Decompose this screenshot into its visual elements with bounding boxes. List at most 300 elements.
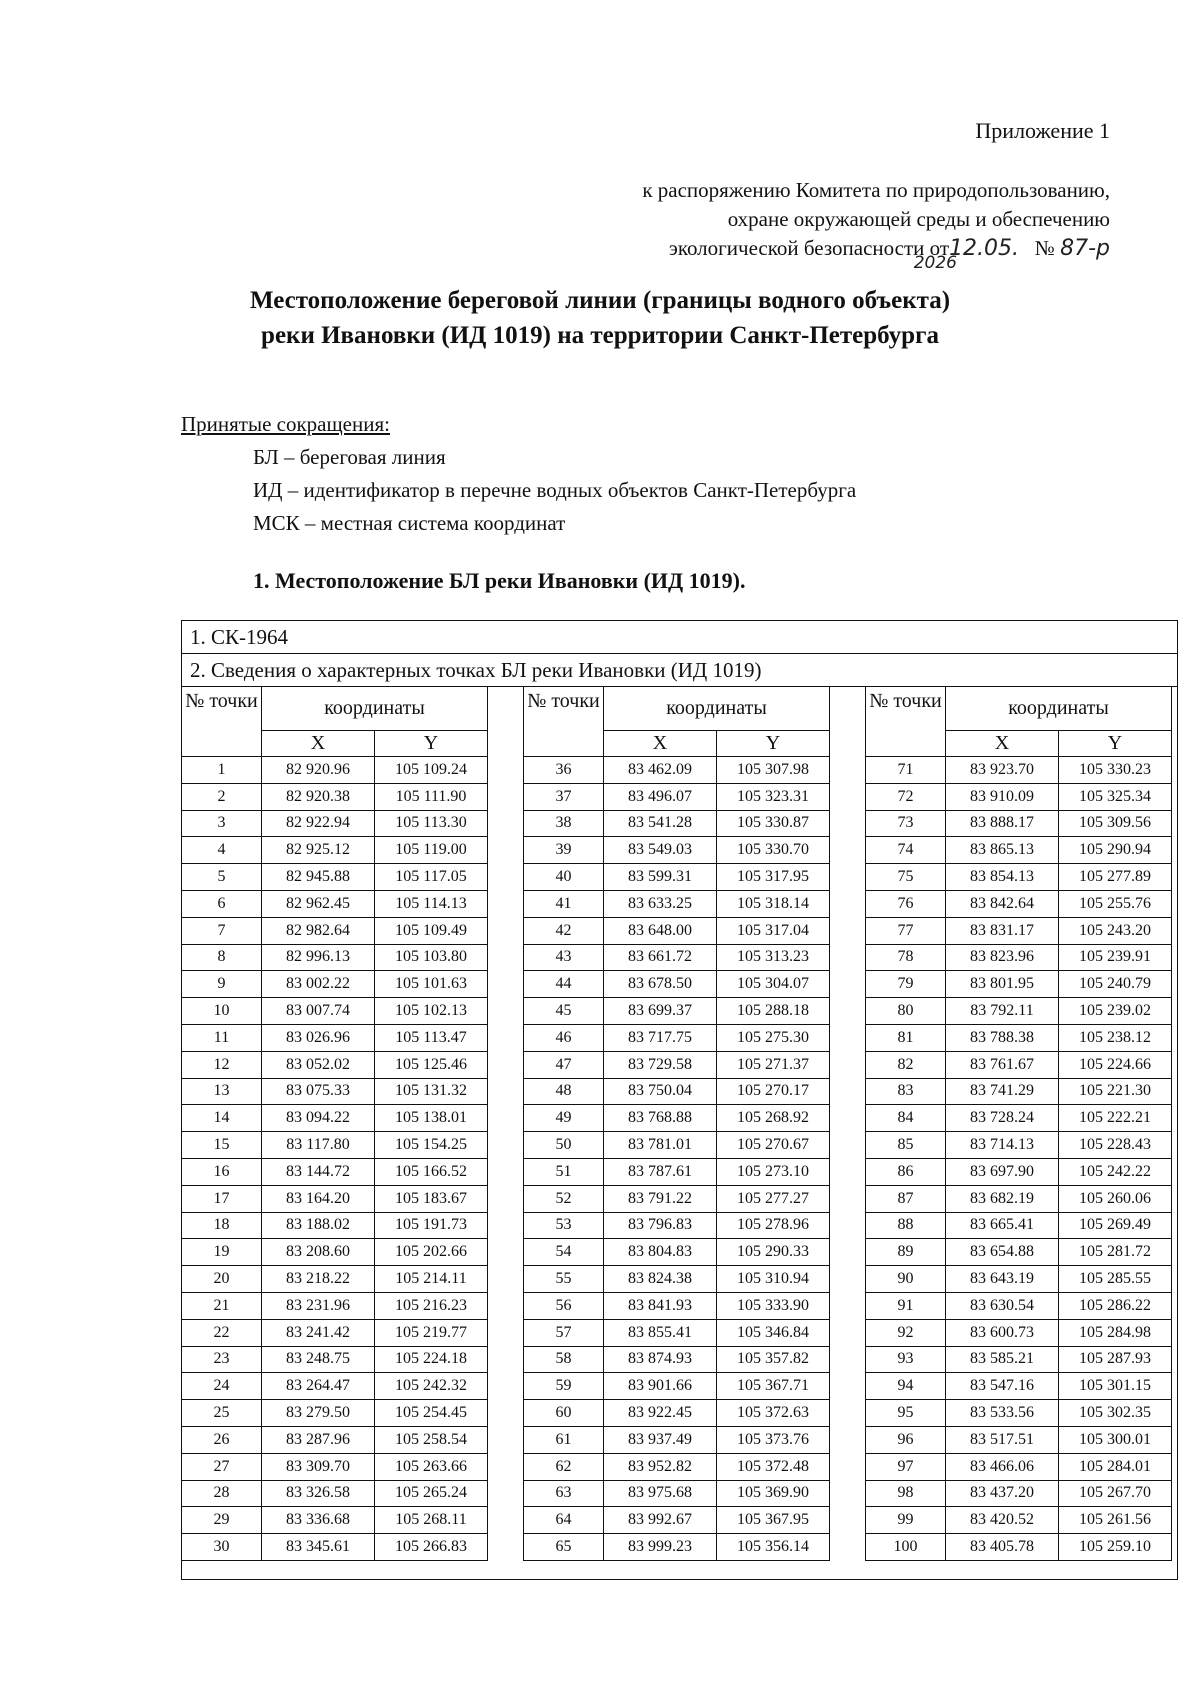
point-number-cell: 14 bbox=[182, 1105, 262, 1132]
point-number-cell: 57 bbox=[524, 1319, 604, 1346]
y-coordinate-cell: 105 242.32 bbox=[375, 1373, 488, 1400]
point-number-cell: 96 bbox=[866, 1426, 946, 1453]
point-number-cell: 29 bbox=[182, 1507, 262, 1534]
point-number-cell: 19 bbox=[182, 1239, 262, 1266]
point-number-cell: 26 bbox=[182, 1426, 262, 1453]
x-coordinate-cell: 83 405.78 bbox=[946, 1534, 1059, 1561]
y-coordinate-cell: 105 266.83 bbox=[375, 1534, 488, 1561]
x-coordinate-cell: 83 661.72 bbox=[604, 944, 717, 971]
x-coordinate-cell: 83 665.41 bbox=[946, 1212, 1059, 1239]
point-number-cell: 99 bbox=[866, 1507, 946, 1534]
point-number-cell: 10 bbox=[182, 998, 262, 1025]
point-number-cell: 21 bbox=[182, 1292, 262, 1319]
table-row bbox=[182, 917, 488, 944]
y-coordinate-cell: 105 239.02 bbox=[1059, 998, 1172, 1025]
order-date-handwritten: 12.05. bbox=[949, 236, 1020, 261]
point-number-cell: 76 bbox=[866, 890, 946, 917]
x-coordinate-cell: 83 336.68 bbox=[262, 1507, 375, 1534]
point-number-cell: 56 bbox=[524, 1292, 604, 1319]
x-coordinate-cell: 83 728.24 bbox=[946, 1105, 1059, 1132]
table-row bbox=[866, 971, 1172, 998]
point-number-cell: 24 bbox=[182, 1373, 262, 1400]
x-coordinate-cell: 83 910.09 bbox=[946, 783, 1059, 810]
table-row bbox=[182, 944, 488, 971]
point-number-cell: 86 bbox=[866, 1158, 946, 1185]
point-number-cell: 52 bbox=[524, 1185, 604, 1212]
table-row bbox=[866, 1078, 1172, 1105]
x-coordinate-cell: 83 796.83 bbox=[604, 1212, 717, 1239]
y-coordinate-cell: 105 254.45 bbox=[375, 1400, 488, 1427]
point-number-cell: 83 bbox=[866, 1078, 946, 1105]
point-number-cell: 2 bbox=[182, 783, 262, 810]
point-number-cell: 85 bbox=[866, 1132, 946, 1159]
y-coordinate-cell: 105 323.31 bbox=[717, 783, 830, 810]
x-coordinate-cell: 83 517.51 bbox=[946, 1426, 1059, 1453]
table-row bbox=[524, 1453, 830, 1480]
table-row bbox=[866, 1185, 1172, 1212]
table-row bbox=[524, 1132, 830, 1159]
x-coordinate-cell: 83 788.38 bbox=[946, 1024, 1059, 1051]
x-coordinate-cell: 82 920.38 bbox=[262, 783, 375, 810]
point-number-cell: 25 bbox=[182, 1400, 262, 1427]
point-number-header: № точки bbox=[524, 687, 604, 757]
table-row bbox=[866, 837, 1172, 864]
x-coordinate-cell: 83 648.00 bbox=[604, 917, 717, 944]
x-coordinate-cell: 83 600.73 bbox=[946, 1319, 1059, 1346]
y-coordinate-cell: 105 268.11 bbox=[375, 1507, 488, 1534]
table-row bbox=[524, 1507, 830, 1534]
table-row bbox=[866, 1373, 1172, 1400]
table-row bbox=[182, 783, 488, 810]
y-coordinate-cell: 105 310.94 bbox=[717, 1266, 830, 1293]
y-coordinate-cell: 105 224.18 bbox=[375, 1346, 488, 1373]
y-coordinate-cell: 105 330.23 bbox=[1059, 757, 1172, 784]
table-row bbox=[182, 1346, 488, 1373]
x-coordinate-cell: 83 741.29 bbox=[946, 1078, 1059, 1105]
y-coordinate-cell: 105 270.67 bbox=[717, 1132, 830, 1159]
point-number-cell: 77 bbox=[866, 917, 946, 944]
table-row bbox=[524, 757, 830, 784]
point-number-cell: 93 bbox=[866, 1346, 946, 1373]
point-number-cell: 18 bbox=[182, 1212, 262, 1239]
y-coordinate-cell: 105 278.96 bbox=[717, 1212, 830, 1239]
table-row bbox=[866, 1132, 1172, 1159]
table-row bbox=[866, 1426, 1172, 1453]
table-row bbox=[866, 1319, 1172, 1346]
x-coordinate-cell: 82 925.12 bbox=[262, 837, 375, 864]
coordinates-table-3 bbox=[865, 686, 1172, 1561]
point-number-cell: 91 bbox=[866, 1292, 946, 1319]
y-coordinate-cell: 105 214.11 bbox=[375, 1266, 488, 1293]
y-coordinate-cell: 105 242.22 bbox=[1059, 1158, 1172, 1185]
x-coordinate-cell: 83 218.22 bbox=[262, 1266, 375, 1293]
y-coordinate-cell: 105 255.76 bbox=[1059, 890, 1172, 917]
y-coordinate-cell: 105 117.05 bbox=[375, 864, 488, 891]
x-coordinate-cell: 83 264.47 bbox=[262, 1373, 375, 1400]
order-reference bbox=[642, 176, 1110, 263]
y-coordinate-cell: 105 216.23 bbox=[375, 1292, 488, 1319]
y-coordinate-cell: 105 267.70 bbox=[1059, 1480, 1172, 1507]
point-number-cell: 88 bbox=[866, 1212, 946, 1239]
y-coordinate-cell: 105 288.18 bbox=[717, 998, 830, 1025]
y-coordinate-cell: 105 219.77 bbox=[375, 1319, 488, 1346]
table-row bbox=[524, 1266, 830, 1293]
points-info-row: 2. Сведения о характерных точках БЛ реки Ивановки (ИД 1019) bbox=[182, 654, 1177, 687]
y-coordinate-cell: 105 111.90 bbox=[375, 783, 488, 810]
table-row bbox=[524, 998, 830, 1025]
y-coordinate-cell: 105 113.47 bbox=[375, 1024, 488, 1051]
point-number-cell: 73 bbox=[866, 810, 946, 837]
table-row bbox=[866, 944, 1172, 971]
point-number-cell: 82 bbox=[866, 1051, 946, 1078]
point-number-cell: 80 bbox=[866, 998, 946, 1025]
table-row bbox=[182, 1480, 488, 1507]
appendix-label: Приложение 1 bbox=[975, 118, 1110, 143]
x-coordinate-cell: 82 922.94 bbox=[262, 810, 375, 837]
y-coordinate-cell: 105 101.63 bbox=[375, 971, 488, 998]
y-coordinate-cell: 105 286.22 bbox=[1059, 1292, 1172, 1319]
y-coordinate-cell: 105 325.34 bbox=[1059, 783, 1172, 810]
y-coordinate-cell: 105 346.84 bbox=[717, 1319, 830, 1346]
point-number-cell: 92 bbox=[866, 1319, 946, 1346]
table-row bbox=[182, 1105, 488, 1132]
x-coordinate-cell: 83 144.72 bbox=[262, 1158, 375, 1185]
x-coordinate-cell: 83 599.31 bbox=[604, 864, 717, 891]
point-number-cell: 97 bbox=[866, 1453, 946, 1480]
x-coordinate-cell: 83 188.02 bbox=[262, 1212, 375, 1239]
x-coordinate-cell: 83 075.33 bbox=[262, 1078, 375, 1105]
table-row bbox=[866, 1051, 1172, 1078]
y-coordinate-cell: 105 131.32 bbox=[375, 1078, 488, 1105]
coordinates-header: координаты bbox=[262, 687, 488, 731]
x-coordinate-cell: 83 842.64 bbox=[946, 890, 1059, 917]
table-row bbox=[524, 1185, 830, 1212]
y-coordinate-cell: 105 239.91 bbox=[1059, 944, 1172, 971]
point-number-cell: 40 bbox=[524, 864, 604, 891]
y-coordinate-cell: 105 183.67 bbox=[375, 1185, 488, 1212]
point-number-cell: 20 bbox=[182, 1266, 262, 1293]
y-coordinate-cell: 105 265.24 bbox=[375, 1480, 488, 1507]
y-coordinate-cell: 105 290.33 bbox=[717, 1239, 830, 1266]
x-coordinate-cell: 83 992.67 bbox=[604, 1507, 717, 1534]
y-coordinate-cell: 105 270.17 bbox=[717, 1078, 830, 1105]
x-coordinate-cell: 83 804.83 bbox=[604, 1239, 717, 1266]
point-number-cell: 38 bbox=[524, 810, 604, 837]
table-row bbox=[866, 1239, 1172, 1266]
x-coordinate-cell: 83 326.58 bbox=[262, 1480, 375, 1507]
table-row bbox=[866, 1534, 1172, 1561]
point-number-cell: 7 bbox=[182, 917, 262, 944]
point-number-cell: 44 bbox=[524, 971, 604, 998]
x-coordinate-cell: 83 241.42 bbox=[262, 1319, 375, 1346]
y-coordinate-cell: 105 191.73 bbox=[375, 1212, 488, 1239]
y-coordinate-cell: 105 302.35 bbox=[1059, 1400, 1172, 1427]
table-row bbox=[182, 1158, 488, 1185]
x-coordinate-cell: 83 279.50 bbox=[262, 1400, 375, 1427]
x-coordinate-cell: 83 007.74 bbox=[262, 998, 375, 1025]
point-number-cell: 94 bbox=[866, 1373, 946, 1400]
table-row bbox=[182, 1185, 488, 1212]
x-coordinate-cell: 83 496.07 bbox=[604, 783, 717, 810]
x-coordinate-cell: 83 999.23 bbox=[604, 1534, 717, 1561]
y-coordinate-cell: 105 271.37 bbox=[717, 1051, 830, 1078]
point-number-cell: 87 bbox=[866, 1185, 946, 1212]
table-row bbox=[524, 1158, 830, 1185]
point-number-cell: 27 bbox=[182, 1453, 262, 1480]
table-row bbox=[182, 998, 488, 1025]
point-number-cell: 58 bbox=[524, 1346, 604, 1373]
y-coordinate-cell: 105 228.43 bbox=[1059, 1132, 1172, 1159]
point-number-cell: 54 bbox=[524, 1239, 604, 1266]
y-header: Y bbox=[375, 731, 488, 757]
point-number-cell: 84 bbox=[866, 1105, 946, 1132]
y-coordinate-cell: 105 357.82 bbox=[717, 1346, 830, 1373]
x-header: X bbox=[604, 731, 717, 757]
coordinates-header: координаты bbox=[604, 687, 830, 731]
table-row bbox=[866, 1266, 1172, 1293]
x-coordinate-cell: 83 888.17 bbox=[946, 810, 1059, 837]
x-coordinate-cell: 82 945.88 bbox=[262, 864, 375, 891]
y-coordinate-cell: 105 372.48 bbox=[717, 1453, 830, 1480]
y-coordinate-cell: 105 102.13 bbox=[375, 998, 488, 1025]
x-coordinate-cell: 83 052.02 bbox=[262, 1051, 375, 1078]
x-coordinate-cell: 83 717.75 bbox=[604, 1024, 717, 1051]
table-row bbox=[866, 1507, 1172, 1534]
point-number-cell: 48 bbox=[524, 1078, 604, 1105]
table-row bbox=[866, 890, 1172, 917]
x-coordinate-cell: 83 231.96 bbox=[262, 1292, 375, 1319]
point-number-cell: 71 bbox=[866, 757, 946, 784]
table-body bbox=[524, 757, 830, 1561]
y-coordinate-cell: 105 313.23 bbox=[717, 944, 830, 971]
point-number-cell: 36 bbox=[524, 757, 604, 784]
point-number-cell: 4 bbox=[182, 837, 262, 864]
point-number-cell: 37 bbox=[524, 783, 604, 810]
point-number-cell: 42 bbox=[524, 917, 604, 944]
point-number-cell: 17 bbox=[182, 1185, 262, 1212]
y-coordinate-cell: 105 290.94 bbox=[1059, 837, 1172, 864]
x-coordinate-cell: 83 287.96 bbox=[262, 1426, 375, 1453]
table-row bbox=[866, 1292, 1172, 1319]
table-row bbox=[182, 1319, 488, 1346]
y-coordinate-cell: 105 240.79 bbox=[1059, 971, 1172, 998]
x-coordinate-cell: 83 923.70 bbox=[946, 757, 1059, 784]
point-number-cell: 8 bbox=[182, 944, 262, 971]
table-row bbox=[866, 1400, 1172, 1427]
table-row bbox=[524, 1105, 830, 1132]
y-coordinate-cell: 105 273.10 bbox=[717, 1158, 830, 1185]
x-coordinate-cell: 83 831.17 bbox=[946, 917, 1059, 944]
point-number-cell: 95 bbox=[866, 1400, 946, 1427]
y-coordinate-cell: 105 318.14 bbox=[717, 890, 830, 917]
x-coordinate-cell: 83 248.75 bbox=[262, 1346, 375, 1373]
order-number-label: № bbox=[1034, 236, 1055, 260]
table-row bbox=[182, 1024, 488, 1051]
x-coordinate-cell: 83 164.20 bbox=[262, 1185, 375, 1212]
x-coordinate-cell: 83 922.45 bbox=[604, 1400, 717, 1427]
point-number-cell: 1 bbox=[182, 757, 262, 784]
y-coordinate-cell: 105 221.30 bbox=[1059, 1078, 1172, 1105]
point-number-cell: 62 bbox=[524, 1453, 604, 1480]
point-number-cell: 72 bbox=[866, 783, 946, 810]
y-coordinate-cell: 105 238.12 bbox=[1059, 1024, 1172, 1051]
table-row bbox=[866, 1212, 1172, 1239]
y-coordinate-cell: 105 275.30 bbox=[717, 1024, 830, 1051]
y-coordinate-cell: 105 369.90 bbox=[717, 1480, 830, 1507]
order-line-3-text: экологической безопасности от bbox=[668, 236, 950, 260]
y-coordinate-cell: 105 154.25 bbox=[375, 1132, 488, 1159]
table-row bbox=[182, 1534, 488, 1561]
table-row bbox=[524, 1212, 830, 1239]
x-coordinate-cell: 83 801.95 bbox=[946, 971, 1059, 998]
y-coordinate-cell: 105 301.15 bbox=[1059, 1373, 1172, 1400]
abbreviations-heading: Принятые сокращения: bbox=[181, 412, 390, 436]
x-coordinate-cell: 83 682.19 bbox=[946, 1185, 1059, 1212]
table-row bbox=[524, 1024, 830, 1051]
point-number-cell: 5 bbox=[182, 864, 262, 891]
table-row bbox=[182, 1266, 488, 1293]
point-number-cell: 55 bbox=[524, 1266, 604, 1293]
coordinates-header: координаты bbox=[946, 687, 1172, 731]
table-row bbox=[182, 837, 488, 864]
table-row bbox=[524, 890, 830, 917]
point-number-cell: 12 bbox=[182, 1051, 262, 1078]
x-coordinate-cell: 83 937.49 bbox=[604, 1426, 717, 1453]
x-header: X bbox=[946, 731, 1059, 757]
coordinates-table-1 bbox=[181, 686, 488, 1561]
coordinate-system-row: 1. СК-1964 bbox=[182, 621, 1177, 654]
table-row bbox=[182, 810, 488, 837]
y-coordinate-cell: 105 284.01 bbox=[1059, 1453, 1172, 1480]
table-row bbox=[524, 971, 830, 998]
table-row bbox=[866, 1024, 1172, 1051]
table-row bbox=[182, 971, 488, 998]
y-coordinate-cell: 105 317.95 bbox=[717, 864, 830, 891]
y-coordinate-cell: 105 304.07 bbox=[717, 971, 830, 998]
y-coordinate-cell: 105 367.95 bbox=[717, 1507, 830, 1534]
table-row bbox=[182, 1400, 488, 1427]
y-coordinate-cell: 105 109.49 bbox=[375, 917, 488, 944]
y-coordinate-cell: 105 119.00 bbox=[375, 837, 488, 864]
x-coordinate-cell: 83 841.93 bbox=[604, 1292, 717, 1319]
order-line-3 bbox=[642, 234, 1110, 263]
x-coordinate-cell: 83 901.66 bbox=[604, 1373, 717, 1400]
table-row bbox=[866, 917, 1172, 944]
point-number-cell: 65 bbox=[524, 1534, 604, 1561]
y-coordinate-cell: 105 287.93 bbox=[1059, 1346, 1172, 1373]
table-row bbox=[524, 1400, 830, 1427]
x-coordinate-cell: 83 952.82 bbox=[604, 1453, 717, 1480]
point-number-cell: 28 bbox=[182, 1480, 262, 1507]
x-coordinate-cell: 83 781.01 bbox=[604, 1132, 717, 1159]
x-coordinate-cell: 83 787.61 bbox=[604, 1158, 717, 1185]
x-coordinate-cell: 83 654.88 bbox=[946, 1239, 1059, 1266]
title-line-2: реки Ивановки (ИД 1019) на территории Санкт-Петербурга bbox=[261, 322, 939, 349]
table-row bbox=[182, 1373, 488, 1400]
x-coordinate-cell: 83 309.70 bbox=[262, 1453, 375, 1480]
x-coordinate-cell: 83 533.56 bbox=[946, 1400, 1059, 1427]
y-coordinate-cell: 105 309.56 bbox=[1059, 810, 1172, 837]
x-coordinate-cell: 83 699.37 bbox=[604, 998, 717, 1025]
point-number-cell: 9 bbox=[182, 971, 262, 998]
order-line-1: к распоряжению Комитета по природопользованию, bbox=[642, 178, 1110, 202]
coordinates-table-2 bbox=[523, 686, 830, 1561]
x-coordinate-cell: 82 962.45 bbox=[262, 890, 375, 917]
table-row bbox=[524, 1534, 830, 1561]
point-number-cell: 59 bbox=[524, 1373, 604, 1400]
x-coordinate-cell: 82 920.96 bbox=[262, 757, 375, 784]
abbreviation-item: БЛ – береговая линия bbox=[253, 445, 446, 469]
x-coordinate-cell: 83 823.96 bbox=[946, 944, 1059, 971]
y-coordinate-cell: 105 330.70 bbox=[717, 837, 830, 864]
point-number-cell: 23 bbox=[182, 1346, 262, 1373]
order-year-handwritten: 2026 bbox=[913, 253, 957, 273]
point-number-cell: 89 bbox=[866, 1239, 946, 1266]
point-number-cell: 79 bbox=[866, 971, 946, 998]
table-row bbox=[524, 1239, 830, 1266]
table-row bbox=[866, 864, 1172, 891]
point-number-cell: 41 bbox=[524, 890, 604, 917]
y-coordinate-cell: 105 269.49 bbox=[1059, 1212, 1172, 1239]
point-number-cell: 16 bbox=[182, 1158, 262, 1185]
section-title: 1. Местоположение БЛ реки Ивановки (ИД 1019). bbox=[253, 568, 746, 593]
x-coordinate-cell: 83 541.28 bbox=[604, 810, 717, 837]
order-number-handwritten: 87-р bbox=[1060, 236, 1110, 261]
table-row bbox=[524, 1078, 830, 1105]
table-row bbox=[524, 1373, 830, 1400]
x-coordinate-cell: 83 874.93 bbox=[604, 1346, 717, 1373]
table-row bbox=[524, 1426, 830, 1453]
y-coordinate-cell: 105 138.01 bbox=[375, 1105, 488, 1132]
point-number-cell: 90 bbox=[866, 1266, 946, 1293]
table-row bbox=[524, 783, 830, 810]
y-coordinate-cell: 105 268.92 bbox=[717, 1105, 830, 1132]
table-row bbox=[182, 1132, 488, 1159]
table-row bbox=[866, 1346, 1172, 1373]
x-coordinate-cell: 83 633.25 bbox=[604, 890, 717, 917]
y-coordinate-cell: 105 261.56 bbox=[1059, 1507, 1172, 1534]
table-row bbox=[182, 890, 488, 917]
table-row bbox=[182, 1292, 488, 1319]
y-header: Y bbox=[717, 731, 830, 757]
x-coordinate-cell: 83 643.19 bbox=[946, 1266, 1059, 1293]
x-coordinate-cell: 83 697.90 bbox=[946, 1158, 1059, 1185]
y-coordinate-cell: 105 113.30 bbox=[375, 810, 488, 837]
point-number-cell: 22 bbox=[182, 1319, 262, 1346]
y-coordinate-cell: 105 356.14 bbox=[717, 1534, 830, 1561]
x-coordinate-cell: 83 975.68 bbox=[604, 1480, 717, 1507]
table-row bbox=[182, 757, 488, 784]
y-coordinate-cell: 105 103.80 bbox=[375, 944, 488, 971]
y-coordinate-cell: 105 222.21 bbox=[1059, 1105, 1172, 1132]
table-body bbox=[182, 757, 488, 1561]
y-coordinate-cell: 105 330.87 bbox=[717, 810, 830, 837]
point-number-header: № точки bbox=[866, 687, 946, 757]
point-number-cell: 64 bbox=[524, 1507, 604, 1534]
x-coordinate-cell: 83 094.22 bbox=[262, 1105, 375, 1132]
y-coordinate-cell: 105 277.27 bbox=[717, 1185, 830, 1212]
table-row bbox=[524, 944, 830, 971]
y-coordinate-cell: 105 281.72 bbox=[1059, 1239, 1172, 1266]
point-number-cell: 50 bbox=[524, 1132, 604, 1159]
y-coordinate-cell: 105 317.04 bbox=[717, 917, 830, 944]
point-number-cell: 60 bbox=[524, 1400, 604, 1427]
x-coordinate-cell: 83 792.11 bbox=[946, 998, 1059, 1025]
point-number-cell: 100 bbox=[866, 1534, 946, 1561]
point-number-cell: 3 bbox=[182, 810, 262, 837]
y-coordinate-cell: 105 263.66 bbox=[375, 1453, 488, 1480]
point-number-cell: 53 bbox=[524, 1212, 604, 1239]
